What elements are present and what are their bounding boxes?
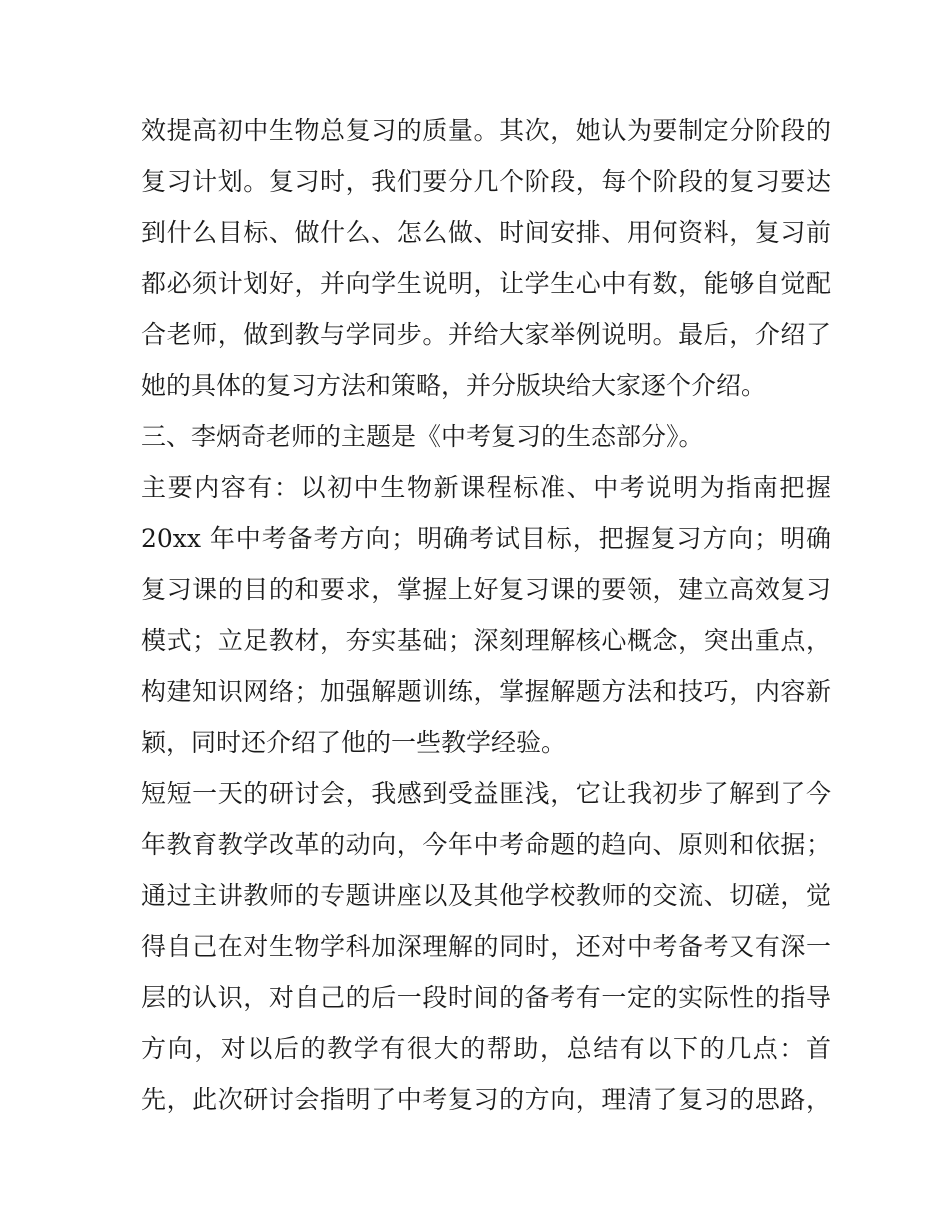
text-line: 通过主讲教师的专题讲座以及其他学校教师的交流、切磋，觉	[141, 881, 831, 910]
text-line: 短短一天的研讨会，我感到受益匪浅，它让我初步了解到了今	[141, 779, 831, 808]
text-line: 主要内容有：以初中生物新课程标准、中考说明为指南把握	[141, 473, 831, 502]
text-line: 到什么目标、做什么、怎么做、时间安排、用何资料，复习前	[141, 218, 831, 247]
text-line: 构建知识网络；加强解题训练，掌握解题方法和技巧，内容新	[141, 677, 831, 706]
text-line: 效提高初中生物总复习的质量。其次，她认为要制定分阶段的	[141, 116, 831, 145]
text-line: 模式；立足教材，夯实基础；深刻理解核心概念，突出重点，	[141, 626, 831, 655]
text-line: 20xx 年中考备考方向；明确考试目标，把握复习方向；明确	[141, 524, 831, 553]
body-text	[141, 105, 831, 1125]
section-heading: 三、李炳奇老师的主题是《中考复习的生态部分》。	[141, 422, 704, 451]
text-line: 她的具体的复习方法和策略，并分版块给大家逐个介绍。	[141, 371, 767, 400]
text-line: 复习课的目的和要求，掌握上好复习课的要领，建立高效复习	[141, 575, 831, 604]
text-line: 得自己在对生物学科加深理解的同时，还对中考备考又有深一	[141, 932, 831, 961]
text-line: 先，此次研讨会指明了中考复习的方向，理清了复习的思路，	[141, 1085, 831, 1114]
text-line: 复习计划。复习时，我们要分几个阶段，每个阶段的复习要达	[141, 167, 831, 196]
text-line: 颖，同时还介绍了他的一些教学经验。	[141, 728, 567, 757]
text-line: 层的认识，对自己的后一段时间的备考有一定的实际性的指导	[141, 983, 831, 1012]
text-line: 合老师，做到教与学同步。并给大家举例说明。最后，介绍了	[141, 320, 831, 349]
text-line: 年教育教学改革的动向，今年中考命题的趋向、原则和依据；	[141, 830, 831, 859]
text-line: 方向，对以后的教学有很大的帮助，总结有以下的几点：首	[141, 1034, 831, 1063]
text-line: 都必须计划好，并向学生说明，让学生心中有数，能够自觉配	[141, 269, 831, 298]
